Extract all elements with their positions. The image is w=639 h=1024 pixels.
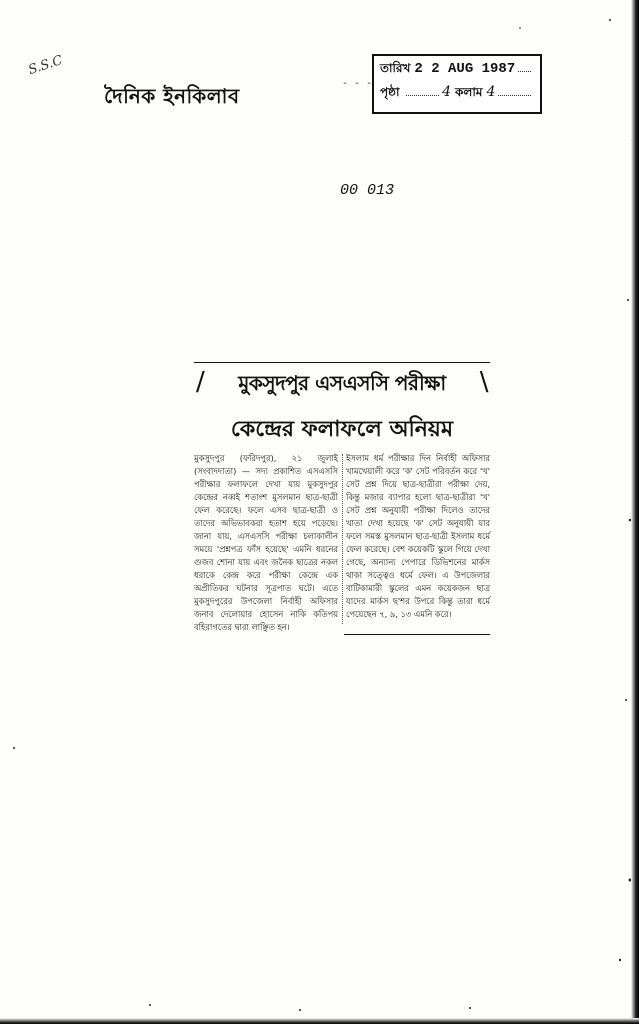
stamp-dash-mark: - - - xyxy=(342,78,373,89)
stamp-column-value: 4 xyxy=(486,84,496,100)
newspaper-masthead: দৈনিক ইনকিলাব xyxy=(104,84,240,108)
headline-text-line1: মুকসুদপুর এসএসসি পরীক্ষা xyxy=(238,370,446,395)
clipping-headline-line2: কেন্দ্রের ফলাফলে অনিয়ম xyxy=(230,416,454,442)
scan-bottom-edge xyxy=(0,1018,639,1024)
stamp-column-label: কলাম xyxy=(454,85,483,99)
reference-number: 00 013 xyxy=(340,182,395,199)
stamp-page-label: পৃষ্ঠা xyxy=(380,85,400,99)
headline-slash-mark: / xyxy=(196,367,205,397)
headline-slash-mark: \ xyxy=(479,367,488,397)
handwritten-note: S.S.C xyxy=(26,52,65,79)
article-column-right: ইসলাম ধর্ম পরীক্ষার দিন নির্বাহী অফিসার খামখেয়ালী করে 'ক' সেট পরিবর্তন করে 'খ' সেট প্রশ্ন দিয়ে ছাত্র-ছাত্রীরা পরীক্ষা দেয়, কিন্তু মজার ব্যাপার হলো ছাত্র-ছাত্রীরা 'খ' সেট প্রশ্ন অনুযায়ী পরীক্ষা দিলেও তাদের খাতা দেখা হয়েছে 'ক' সেট অনুযায়ী যার ফলে সমস্ত মুসলমান ছাত্র-ছাত্রী ইসলাম ধর্মে ফেল করেছে। বেশ কয়েকটি স্কুলে গিয়ে দেখা গেছে, অন্যান্য পেপারে ডিভিশনের মার্কস থাকা সত্ত্বেও ধর্মে ফেল। এ উপজেলার বাটিকামারী স্কুলের এমন কয়েকজন ছাত্র যাদের মার্কস ছ'শর উপরে কিন্তু তারা ধর্মে পেয়েছেন ৭, ৯, ১৩ এমনি করে। xyxy=(346,453,490,619)
article-column-left: মুকসুদপুর (ফরিদপুর), ২১ জুলাই (সংবাদদাতা) — সদ্য প্রকাশিত এসএসসি পরীক্ষার ফলাফলে দেখা যায় মুকসুদপুর কেন্দ্রের নব্বই শতাংশ মুসলমান ছাত্র-ছাত্রী ফেল করেছে। ফলে এসব ছাত্র-ছাত্রী ও তাদের অভিভাবকরা হতাশ হয়ে পড়েছে। জানা যায়, এসএসসি পরীক্ষা চলাকালীন সময়ে 'প্রশ্নপত্র ফাঁস হয়েছে' এমনি ধরনের গুজব শোনা যায় এবং জনৈক ছাত্রের নকল ধরাকে কেন্দ্র করে পরীক্ষা কেন্দ্রে এক অপ্রীতিকর ঘটনার সূত্রপাত ঘটে। এতে মুকসুদপুরের উপজেলা নির্বাহী অফিসার জনাব দেলোয়ার হোসেন নাকি কতিপয় বহিরাগতের দ্বারা লাঞ্ছিত হন। xyxy=(194,453,338,632)
stamp-page-value: 4 xyxy=(442,84,451,100)
stamp-date-label: তারিখ xyxy=(380,61,411,75)
scan-right-edge xyxy=(631,0,639,1024)
stamp-date-value: 2 2 AUG 1987 xyxy=(414,61,516,77)
